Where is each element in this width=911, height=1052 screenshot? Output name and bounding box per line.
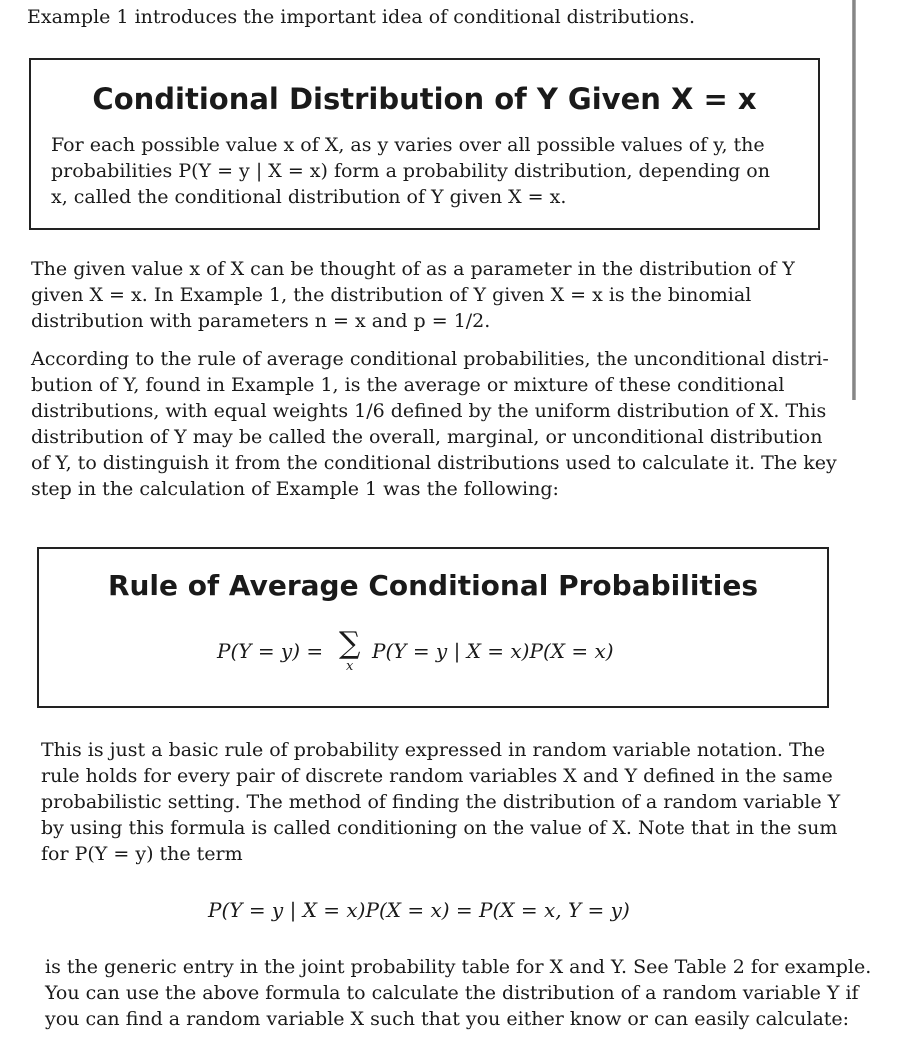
rule-formula bbox=[39, 627, 827, 687]
sigma-glyph: ∑ bbox=[339, 626, 361, 661]
paragraph-generic-entry bbox=[45, 954, 872, 1032]
summation-symbol bbox=[339, 626, 361, 674]
joint-probability-formula: P(Y = y | X = x)P(X = x) = P(X = x, Y = y) bbox=[208, 898, 630, 922]
text-line: distribution with parameters n = x and p = 1/2. bbox=[31, 310, 491, 332]
text-line: by using this formula is called conditioning on the value of X. Note that in the sum bbox=[41, 817, 838, 839]
definition-title: Conditional Distribution of Y Given X = x bbox=[92, 82, 757, 116]
paragraph-basic-rule bbox=[41, 737, 841, 867]
text-line: you can find a random variable X such that you either know or can easily calculate: bbox=[45, 1008, 850, 1030]
rule-box bbox=[37, 547, 829, 708]
text-line: step in the calculation of Example 1 was the following: bbox=[31, 478, 559, 500]
text-line: According to the rule of average conditional probabilities, the unconditional distri- bbox=[31, 348, 829, 370]
text-line: x, called the conditional distribution of Y given X = x. bbox=[51, 186, 567, 208]
text-line: is the generic entry in the joint probability table for X and Y. See Table 2 for example. bbox=[45, 956, 872, 978]
page-spine-shadow bbox=[852, 0, 856, 400]
formula-left: P(Y = y) = bbox=[217, 639, 324, 663]
text-line: probabilistic setting. The method of finding the distribution of a random variable Y bbox=[41, 791, 841, 813]
paragraph-parameter bbox=[31, 256, 831, 334]
text-line: for P(Y = y) the term bbox=[41, 843, 243, 865]
paragraph-unconditional bbox=[31, 346, 837, 502]
text-line: given X = x. In Example 1, the distribution of Y given X = x is the binomial bbox=[31, 284, 752, 306]
text-line: Example 1 introduces the important idea of conditional distributions. bbox=[27, 6, 696, 28]
text-line: The given value x of X can be thought of as a parameter in the distribution of Y bbox=[31, 258, 795, 280]
text-line: distributions, with equal weights 1/6 defined by the uniform distribution of X. This bbox=[31, 400, 827, 422]
text-line: rule holds for every pair of discrete random variables X and Y defined in the same bbox=[41, 765, 833, 787]
definition-body bbox=[51, 132, 803, 210]
definition-box bbox=[29, 58, 820, 230]
text-line: of Y, to distinguish it from the conditional distributions used to calculate it. The key bbox=[31, 452, 837, 474]
text-line: You can use the above formula to calculate the distribution of a random variable Y if bbox=[45, 982, 859, 1004]
formula-right: P(Y = y | X = x)P(X = x) bbox=[372, 639, 614, 663]
text-line: For each possible value x of X, as y varies over all possible values of y, the bbox=[51, 134, 765, 156]
intro-text bbox=[27, 4, 727, 30]
sigma-subscript: x bbox=[346, 659, 354, 674]
text-line: probabilities P(Y = y | X = x) form a probability distribution, depending on bbox=[51, 160, 770, 182]
text-line: distribution of Y may be called the overall, marginal, or unconditional distribution bbox=[31, 426, 823, 448]
text-line: bution of Y, found in Example 1, is the average or mixture of these conditional bbox=[31, 374, 785, 396]
rule-title: Rule of Average Conditional Probabilities bbox=[107, 569, 759, 602]
text-line: This is just a basic rule of probability expressed in random variable notation. The bbox=[41, 739, 826, 761]
